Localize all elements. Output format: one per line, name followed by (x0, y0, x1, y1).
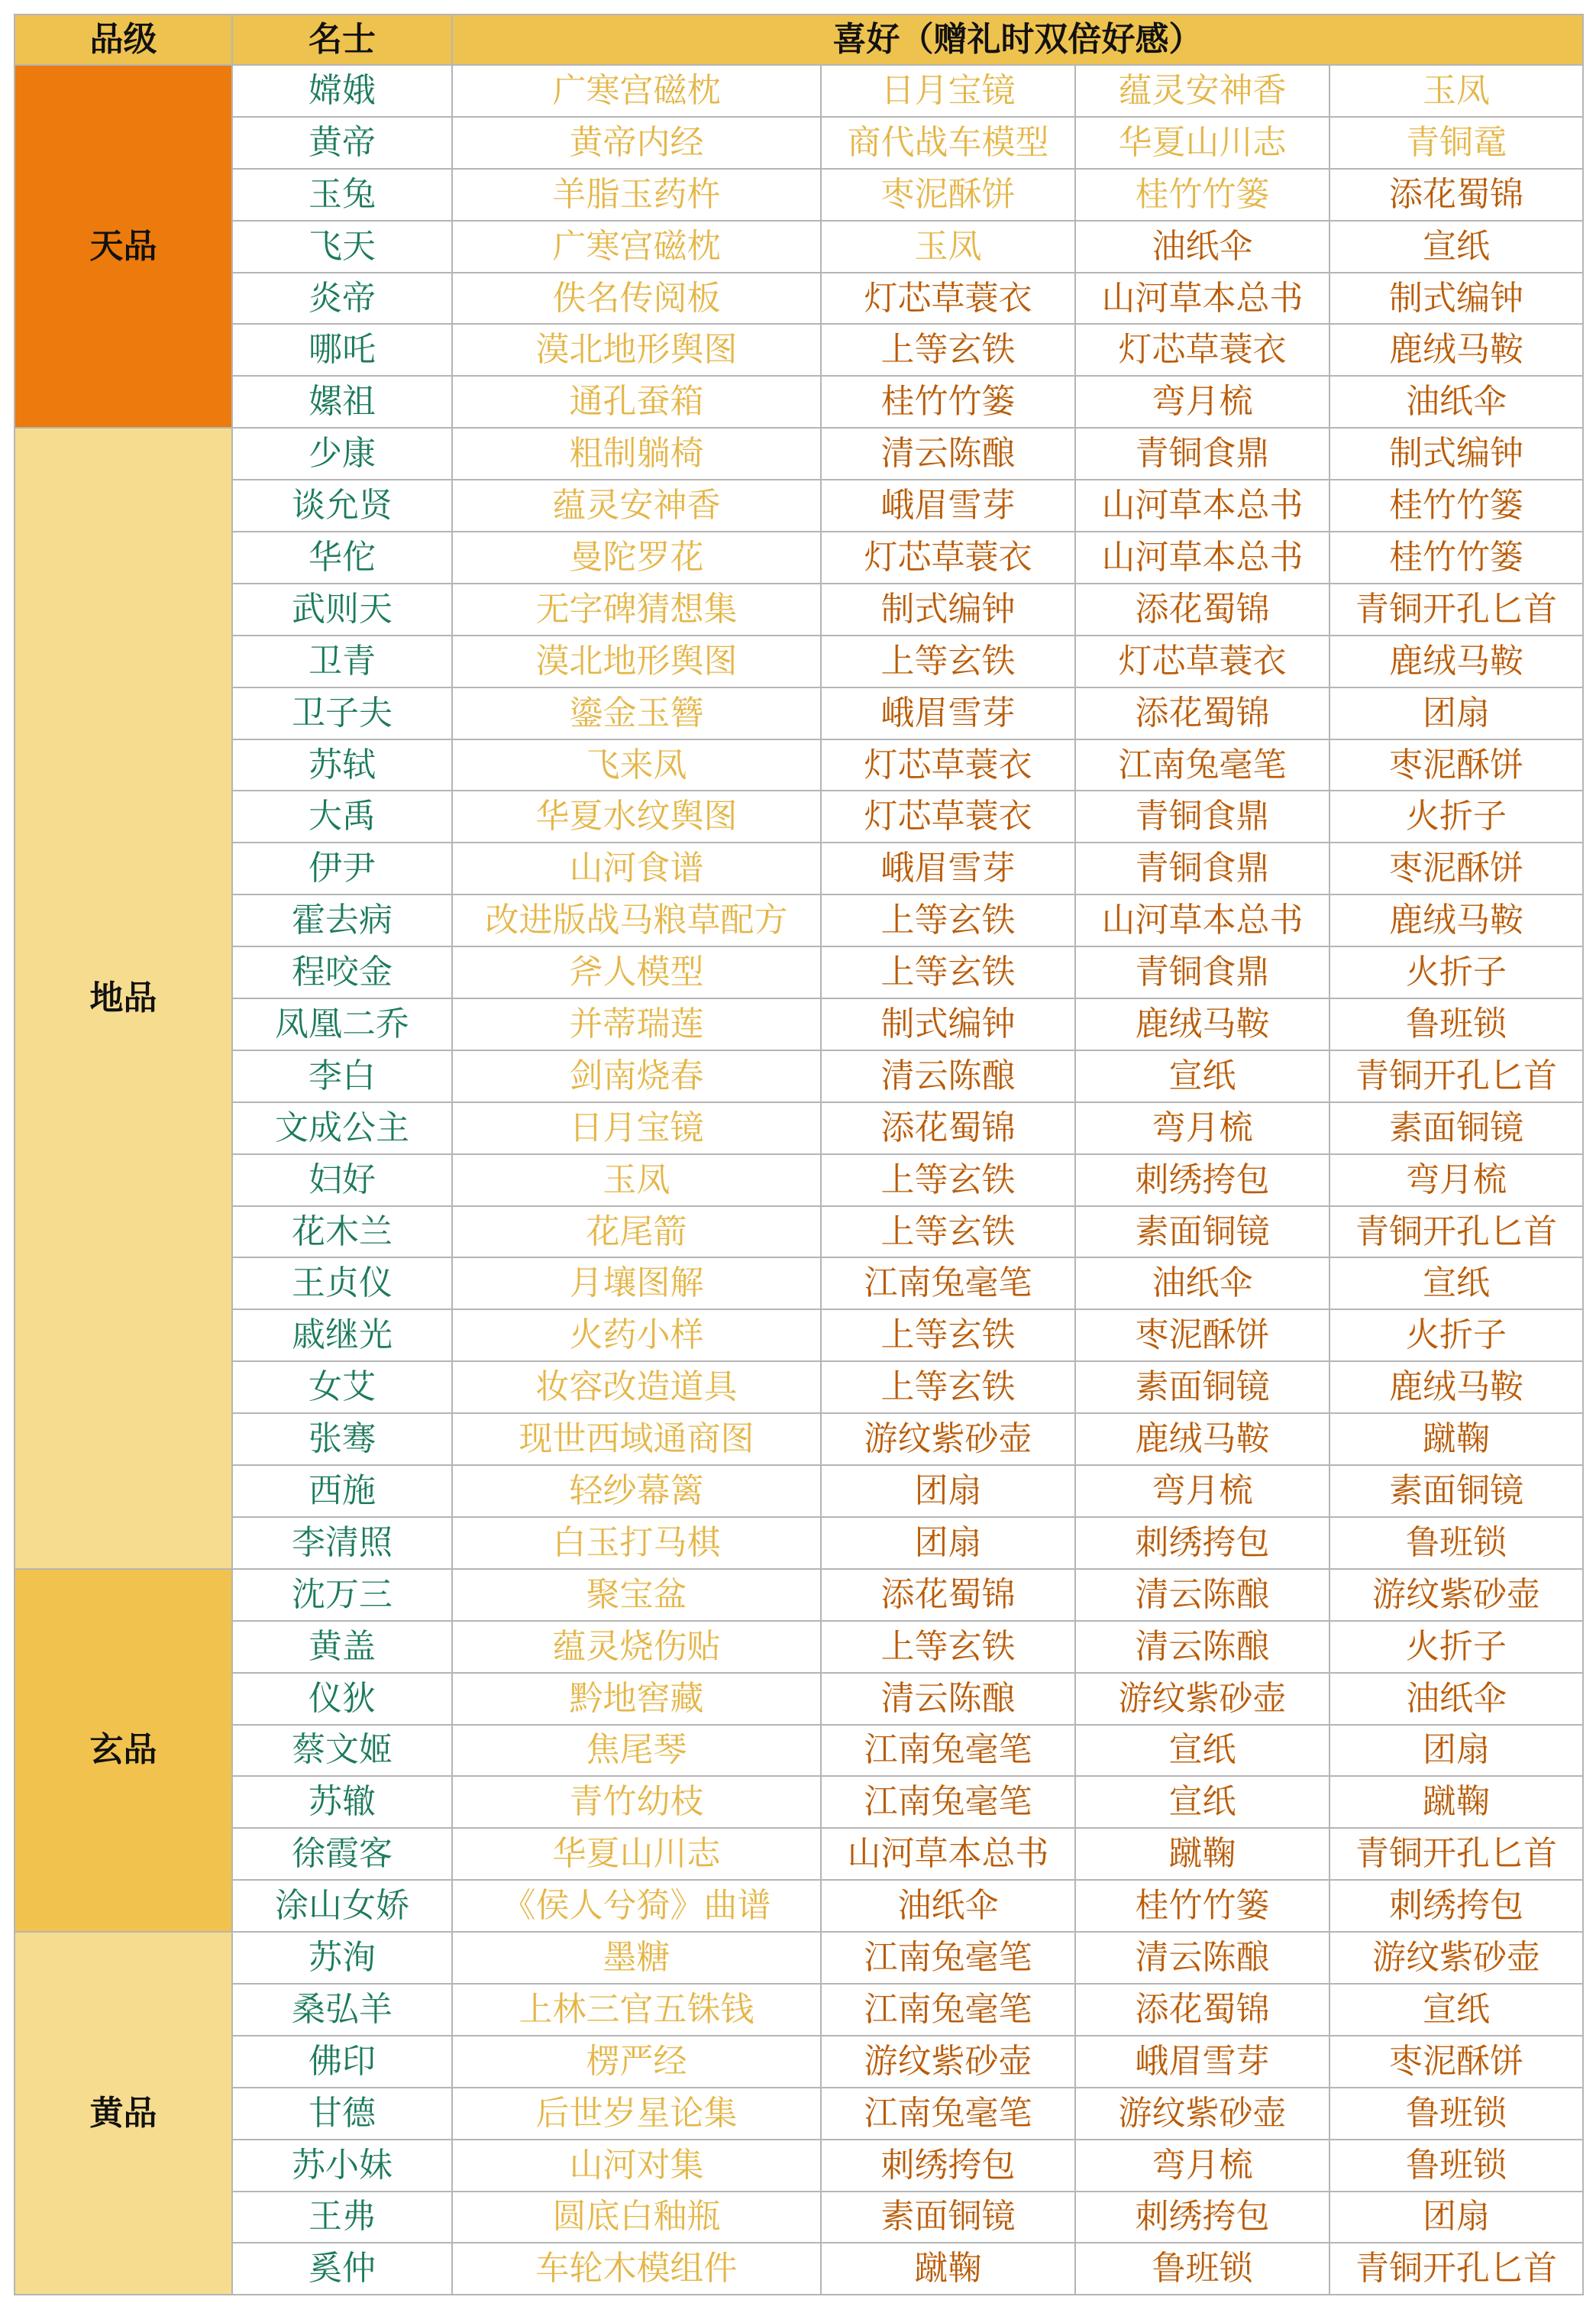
preference-cell: 刺绣挎包 (1329, 1880, 1583, 1932)
name-cell: 黄帝 (232, 117, 452, 169)
preference-cell: 黔地窖藏 (452, 1673, 821, 1725)
name-cell: 武则天 (232, 584, 452, 636)
preference-cell: 枣泥酥饼 (1329, 2036, 1583, 2088)
table-row (15, 1880, 1583, 1932)
preference-cell: 宣纸 (1329, 1984, 1583, 2036)
header-row (15, 15, 1583, 65)
preference-cell: 弯月梳 (1075, 1102, 1329, 1154)
name-cell: 蔡文姬 (232, 1725, 452, 1777)
preference-cell: 游纹紫砂壶 (1075, 1673, 1329, 1725)
preference-cell: 油纸伞 (1329, 1673, 1583, 1725)
preference-cell: 上等玄铁 (821, 1621, 1075, 1673)
table-row (15, 2192, 1583, 2243)
preference-cell: 蕴灵安神香 (1075, 65, 1329, 117)
preference-cell: 峨眉雪芽 (1075, 2036, 1329, 2088)
preference-cell: 上等玄铁 (821, 946, 1075, 998)
name-cell: 霍去病 (232, 894, 452, 946)
preference-cell: 灯芯草蓑衣 (821, 532, 1075, 584)
preference-cell: 鹿绒马鞍 (1075, 1413, 1329, 1465)
preference-cell: 游纹紫砂壶 (1075, 2088, 1329, 2140)
table-row (15, 1154, 1583, 1206)
table-row (15, 2243, 1583, 2295)
preference-cell: 清云陈酿 (821, 1673, 1075, 1725)
preference-cell: 油纸伞 (821, 1880, 1075, 1932)
table-row (15, 1309, 1583, 1361)
preference-cell: 添花蜀锦 (821, 1569, 1075, 1621)
preference-cell: 素面铜镜 (1075, 1206, 1329, 1258)
name-cell: 奚仲 (232, 2243, 452, 2295)
name-cell: 谈允贤 (232, 480, 452, 532)
table-row (15, 1517, 1583, 1569)
preference-cell: 弯月梳 (1329, 1154, 1583, 1206)
name-cell: 王贞仪 (232, 1257, 452, 1309)
preference-cell: 团扇 (821, 1517, 1075, 1569)
preference-cell: 华夏山川志 (1075, 117, 1329, 169)
table-row (15, 584, 1583, 636)
preference-cell: 鲁班锁 (1329, 1517, 1583, 1569)
preference-cell: 花尾箭 (452, 1206, 821, 1258)
preference-cell: 蕴灵烧伤贴 (452, 1621, 821, 1673)
preference-cell: 玉凤 (1329, 65, 1583, 117)
preference-cell: 游纹紫砂壶 (1329, 1932, 1583, 1984)
preference-cell: 团扇 (821, 1465, 1075, 1517)
preference-cell: 上等玄铁 (821, 324, 1075, 376)
preference-cell: 青铜开孔匕首 (1329, 1050, 1583, 1102)
preference-cell: 峨眉雪芽 (821, 687, 1075, 739)
preference-cell: 清云陈酿 (1075, 1569, 1329, 1621)
header-preferences: 喜好（赠礼时双倍好感） (452, 15, 1583, 65)
preference-cell: 桂竹竹篓 (1075, 169, 1329, 221)
name-cell: 花木兰 (232, 1206, 452, 1258)
preference-cell: 蹴鞠 (1329, 1776, 1583, 1828)
preferences-table (14, 14, 1584, 2295)
preference-cell: 漠北地形舆图 (452, 636, 821, 687)
name-cell: 王弗 (232, 2192, 452, 2243)
preference-cell: 现世西域通商图 (452, 1413, 821, 1465)
preference-cell: 鹿绒马鞍 (1329, 1361, 1583, 1413)
preference-cell: 油纸伞 (1075, 1257, 1329, 1309)
table-row (15, 1984, 1583, 2036)
preference-cell: 桂竹竹篓 (821, 376, 1075, 428)
preference-cell: 楞严经 (452, 2036, 821, 2088)
preference-cell: 上等玄铁 (821, 1154, 1075, 1206)
preference-cell: 刺绣挎包 (821, 2140, 1075, 2192)
preference-cell: 刺绣挎包 (1075, 1517, 1329, 1569)
name-cell: 桑弘羊 (232, 1984, 452, 2036)
preference-cell: 素面铜镜 (1075, 1361, 1329, 1413)
preference-cell: 山河对集 (452, 2140, 821, 2192)
table-row (15, 2140, 1583, 2192)
preference-cell: 玉凤 (452, 1154, 821, 1206)
preference-cell: 添花蜀锦 (1329, 169, 1583, 221)
preference-cell: 山河草本总书 (821, 1828, 1075, 1880)
preference-cell: 无字碑猜想集 (452, 584, 821, 636)
preference-cell: 素面铜镜 (1329, 1465, 1583, 1517)
name-cell: 大禹 (232, 791, 452, 843)
preference-cell: 游纹紫砂壶 (1329, 1569, 1583, 1621)
preference-cell: 上等玄铁 (821, 636, 1075, 687)
name-cell: 卫子夫 (232, 687, 452, 739)
table-row (15, 480, 1583, 532)
table-row (15, 2088, 1583, 2140)
preference-cell: 灯芯草蓑衣 (821, 739, 1075, 791)
name-cell: 凤凰二乔 (232, 998, 452, 1050)
preference-cell: 制式编钟 (1329, 273, 1583, 325)
preference-cell: 上林三官五铢钱 (452, 1984, 821, 2036)
preference-cell: 妆容改造道具 (452, 1361, 821, 1413)
preference-cell: 火折子 (1329, 1309, 1583, 1361)
table-row (15, 1361, 1583, 1413)
preference-cell: 添花蜀锦 (1075, 584, 1329, 636)
preference-cell: 宣纸 (1329, 221, 1583, 273)
preference-cell: 峨眉雪芽 (821, 843, 1075, 894)
preference-cell: 山河草本总书 (1075, 480, 1329, 532)
preference-cell: 弯月梳 (1075, 1465, 1329, 1517)
name-cell: 苏辙 (232, 1776, 452, 1828)
preference-cell: 上等玄铁 (821, 1206, 1075, 1258)
preference-cell: 江南兔毫笔 (821, 2088, 1075, 2140)
name-cell: 伊尹 (232, 843, 452, 894)
preference-cell: 枣泥酥饼 (821, 169, 1075, 221)
name-cell: 华佗 (232, 532, 452, 584)
preference-cell: 鲁班锁 (1329, 998, 1583, 1050)
preference-cell: 鲁班锁 (1329, 2088, 1583, 2140)
table-row (15, 1673, 1583, 1725)
preference-cell: 上等玄铁 (821, 894, 1075, 946)
table-row (15, 687, 1583, 739)
table-row (15, 894, 1583, 946)
header-name: 名士 (232, 15, 452, 65)
table-row (15, 1102, 1583, 1154)
table-row (15, 1776, 1583, 1828)
preference-cell: 鹿绒马鞍 (1329, 324, 1583, 376)
preference-cell: 上等玄铁 (821, 1361, 1075, 1413)
preference-cell: 并蒂瑞莲 (452, 998, 821, 1050)
preference-cell: 青铜开孔匕首 (1329, 2243, 1583, 2295)
preference-cell: 刺绣挎包 (1075, 1154, 1329, 1206)
preference-cell: 枣泥酥饼 (1075, 1309, 1329, 1361)
preference-cell: 玉凤 (821, 221, 1075, 273)
table-row (15, 1828, 1583, 1880)
preference-cell: 灯芯草蓑衣 (1075, 324, 1329, 376)
table-row (15, 1569, 1583, 1621)
preference-cell: 团扇 (1329, 2192, 1583, 2243)
name-cell: 飞天 (232, 221, 452, 273)
name-cell: 黄盖 (232, 1621, 452, 1673)
tier-cell: 天品 (15, 65, 232, 428)
table-row (15, 1725, 1583, 1777)
tier-cell: 玄品 (15, 1569, 232, 1932)
preference-cell: 佚名传阅板 (452, 273, 821, 325)
table-row (15, 221, 1583, 273)
preference-cell: 火折子 (1329, 946, 1583, 998)
preference-cell: 团扇 (1329, 1725, 1583, 1777)
name-cell: 妇好 (232, 1154, 452, 1206)
preference-cell: 桂竹竹篓 (1329, 532, 1583, 584)
table-row (15, 843, 1583, 894)
preference-cell: 日月宝镜 (821, 65, 1075, 117)
preference-cell: 火折子 (1329, 1621, 1583, 1673)
name-cell: 戚继光 (232, 1309, 452, 1361)
preference-cell: 青铜食鼎 (1075, 843, 1329, 894)
preference-cell: 制式编钟 (821, 584, 1075, 636)
name-cell: 嫘祖 (232, 376, 452, 428)
preference-cell: 白玉打马棋 (452, 1517, 821, 1569)
preference-cell: 《侯人兮猗》曲谱 (452, 1880, 821, 1932)
preference-cell: 添花蜀锦 (1075, 1984, 1329, 2036)
table-row (15, 2036, 1583, 2088)
preference-cell: 漠北地形舆图 (452, 324, 821, 376)
preference-cell: 鎏金玉簪 (452, 687, 821, 739)
table-row (15, 1932, 1583, 1984)
preference-cell: 上等玄铁 (821, 1309, 1075, 1361)
name-cell: 炎帝 (232, 273, 452, 325)
preference-cell: 桂竹竹篓 (1075, 1880, 1329, 1932)
preference-cell: 粗制躺椅 (452, 428, 821, 480)
preference-cell: 圆底白釉瓶 (452, 2192, 821, 2243)
table-row (15, 791, 1583, 843)
preference-cell: 火折子 (1329, 791, 1583, 843)
preference-cell: 后世岁星论集 (452, 2088, 821, 2140)
preference-cell: 峨眉雪芽 (821, 480, 1075, 532)
table-row (15, 1621, 1583, 1673)
preference-cell: 宣纸 (1329, 1257, 1583, 1309)
preference-cell: 江南兔毫笔 (821, 1257, 1075, 1309)
preference-cell: 青铜鼋 (1329, 117, 1583, 169)
preference-cell: 枣泥酥饼 (1329, 843, 1583, 894)
preference-cell: 鹿绒马鞍 (1329, 894, 1583, 946)
preference-cell: 通孔蚕箱 (452, 376, 821, 428)
name-cell: 少康 (232, 428, 452, 480)
preference-cell: 清云陈酿 (1075, 1621, 1329, 1673)
name-cell: 文成公主 (232, 1102, 452, 1154)
name-cell: 卫青 (232, 636, 452, 687)
preference-cell: 江南兔毫笔 (821, 1776, 1075, 1828)
tier-cell: 黄品 (15, 1932, 232, 2295)
preference-cell: 刺绣挎包 (1075, 2192, 1329, 2243)
preference-cell: 宣纸 (1075, 1050, 1329, 1102)
preference-cell: 灯芯草蓑衣 (821, 791, 1075, 843)
preference-cell: 油纸伞 (1075, 221, 1329, 273)
preference-cell: 广寒宫磁枕 (452, 65, 821, 117)
table-row (15, 65, 1583, 117)
preference-cell: 鹿绒马鞍 (1329, 636, 1583, 687)
table-row (15, 1413, 1583, 1465)
preference-cell: 青竹幼枝 (452, 1776, 821, 1828)
table-row (15, 117, 1583, 169)
name-cell: 张骞 (232, 1413, 452, 1465)
preference-cell: 青铜开孔匕首 (1329, 584, 1583, 636)
preference-cell: 鲁班锁 (1075, 2243, 1329, 2295)
name-cell: 李清照 (232, 1517, 452, 1569)
table-row (15, 636, 1583, 687)
preference-cell: 弯月梳 (1075, 2140, 1329, 2192)
table-row (15, 946, 1583, 998)
preference-cell: 月壤图解 (452, 1257, 821, 1309)
tier-cell: 地品 (15, 428, 232, 1569)
preference-cell: 清云陈酿 (821, 428, 1075, 480)
preference-cell: 桂竹竹篓 (1329, 480, 1583, 532)
preference-cell: 华夏水纹舆图 (452, 791, 821, 843)
preference-cell: 剑南烧春 (452, 1050, 821, 1102)
name-cell: 西施 (232, 1465, 452, 1517)
name-cell: 哪吒 (232, 324, 452, 376)
preference-cell: 油纸伞 (1329, 376, 1583, 428)
preference-cell: 游纹紫砂壶 (821, 2036, 1075, 2088)
preference-cell: 车轮木模组件 (452, 2243, 821, 2295)
name-cell: 玉兔 (232, 169, 452, 221)
preference-cell: 蕴灵安神香 (452, 480, 821, 532)
table-row (15, 428, 1583, 480)
preference-cell: 制式编钟 (1329, 428, 1583, 480)
preference-cell: 游纹紫砂壶 (821, 1413, 1075, 1465)
preference-cell: 灯芯草蓑衣 (821, 273, 1075, 325)
table-row (15, 998, 1583, 1050)
preference-cell: 制式编钟 (821, 998, 1075, 1050)
preference-cell: 素面铜镜 (821, 2192, 1075, 2243)
name-cell: 涂山女娇 (232, 1880, 452, 1932)
name-cell: 程咬金 (232, 946, 452, 998)
preference-cell: 蹴鞠 (821, 2243, 1075, 2295)
name-cell: 甘德 (232, 2088, 452, 2140)
preference-cell: 日月宝镜 (452, 1102, 821, 1154)
preference-cell: 墨糖 (452, 1932, 821, 1984)
preference-cell: 灯芯草蓑衣 (1075, 636, 1329, 687)
table-row (15, 273, 1583, 325)
preference-cell: 山河草本总书 (1075, 894, 1329, 946)
preference-cell: 宣纸 (1075, 1725, 1329, 1777)
preference-cell: 青铜开孔匕首 (1329, 1828, 1583, 1880)
preference-cell: 蹴鞠 (1075, 1828, 1329, 1880)
preference-cell: 鹿绒马鞍 (1075, 998, 1329, 1050)
preference-cell: 改进版战马粮草配方 (452, 894, 821, 946)
preference-cell: 江南兔毫笔 (821, 1725, 1075, 1777)
table-row (15, 1050, 1583, 1102)
table-row (15, 532, 1583, 584)
preference-cell: 轻纱幕篱 (452, 1465, 821, 1517)
preference-cell: 黄帝内经 (452, 117, 821, 169)
preference-cell: 青铜食鼎 (1075, 428, 1329, 480)
name-cell: 沈万三 (232, 1569, 452, 1621)
preference-cell: 江南兔毫笔 (821, 1932, 1075, 1984)
preference-cell: 蹴鞠 (1329, 1413, 1583, 1465)
preference-cell: 青铜食鼎 (1075, 791, 1329, 843)
name-cell: 仪狄 (232, 1673, 452, 1725)
preference-cell: 火药小样 (452, 1309, 821, 1361)
name-cell: 徐霞客 (232, 1828, 452, 1880)
preference-cell: 山河草本总书 (1075, 532, 1329, 584)
table-row (15, 324, 1583, 376)
table-row (15, 1206, 1583, 1258)
preference-cell: 曼陀罗花 (452, 532, 821, 584)
preference-cell: 添花蜀锦 (821, 1102, 1075, 1154)
preference-cell: 山河食谱 (452, 843, 821, 894)
preference-cell: 山河草本总书 (1075, 273, 1329, 325)
header-tier: 品级 (15, 15, 232, 65)
table-row (15, 376, 1583, 428)
preference-cell: 素面铜镜 (1329, 1102, 1583, 1154)
preference-cell: 青铜开孔匕首 (1329, 1206, 1583, 1258)
name-cell: 苏洵 (232, 1932, 452, 1984)
preference-cell: 羊脂玉药杵 (452, 169, 821, 221)
preference-cell: 青铜食鼎 (1075, 946, 1329, 998)
table-row (15, 169, 1583, 221)
preference-cell: 清云陈酿 (821, 1050, 1075, 1102)
preference-cell: 焦尾琴 (452, 1725, 821, 1777)
preference-cell: 鲁班锁 (1329, 2140, 1583, 2192)
preference-cell: 江南兔毫笔 (1075, 739, 1329, 791)
table-row (15, 739, 1583, 791)
name-cell: 李白 (232, 1050, 452, 1102)
preference-cell: 弯月梳 (1075, 376, 1329, 428)
preference-cell: 华夏山川志 (452, 1828, 821, 1880)
preference-cell: 斧人模型 (452, 946, 821, 998)
preference-cell: 宣纸 (1075, 1776, 1329, 1828)
name-cell: 苏小妹 (232, 2140, 452, 2192)
name-cell: 佛印 (232, 2036, 452, 2088)
preference-cell: 广寒宫磁枕 (452, 221, 821, 273)
preference-cell: 飞来凤 (452, 739, 821, 791)
name-cell: 嫦娥 (232, 65, 452, 117)
table-row (15, 1257, 1583, 1309)
preference-cell: 添花蜀锦 (1075, 687, 1329, 739)
preference-cell: 团扇 (1329, 687, 1583, 739)
preference-cell: 江南兔毫笔 (821, 1984, 1075, 2036)
name-cell: 女艾 (232, 1361, 452, 1413)
preference-cell: 枣泥酥饼 (1329, 739, 1583, 791)
preference-cell: 聚宝盆 (452, 1569, 821, 1621)
preference-cell: 商代战车模型 (821, 117, 1075, 169)
table-row (15, 1465, 1583, 1517)
name-cell: 苏轼 (232, 739, 452, 791)
table-body (15, 65, 1583, 2295)
preference-cell: 清云陈酿 (1075, 1932, 1329, 1984)
